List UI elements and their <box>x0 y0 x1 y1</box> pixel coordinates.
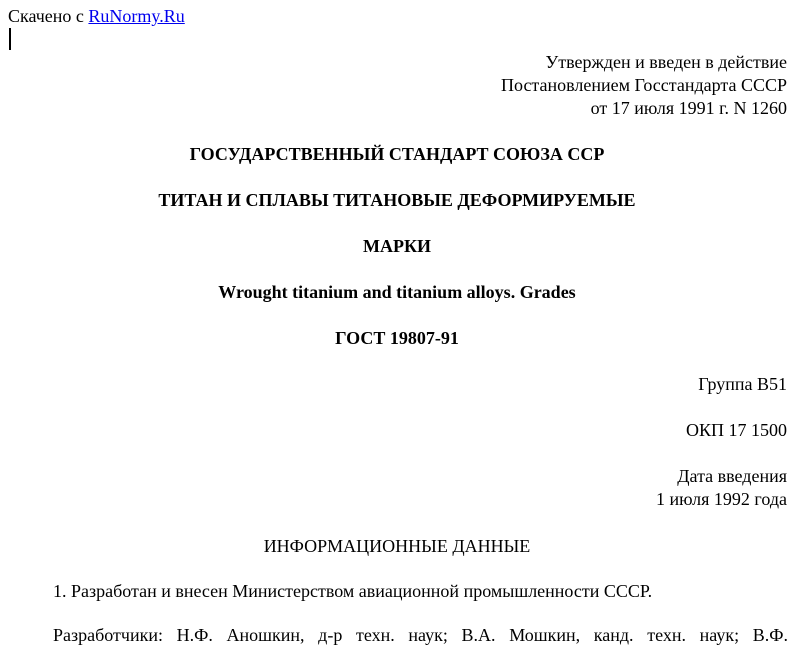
document-subtitle: МАРКИ <box>362 236 432 256</box>
source-line <box>8 5 185 27</box>
approval-line-2: Постановлением Госстандарта СССР <box>501 75 787 95</box>
english-title: Wrought titanium and titanium alloys. Grades <box>218 282 576 302</box>
okp-code: ОКП 17 1500 <box>685 420 787 440</box>
info-item-1: 1. Разработан и внесен Министерством авиационной промышленности СССР. <box>53 581 653 601</box>
group-code: Группа В51 <box>698 374 787 394</box>
source-prefix: Скачено с <box>8 6 89 26</box>
intro-date-label: Дата введения <box>677 466 787 486</box>
info-section-heading: ИНФОРМАЦИОННЫЕ ДАННЫЕ <box>263 536 531 556</box>
state-standard-heading: ГОСУДАРСТВЕННЫЙ СТАНДАРТ СОЮЗА ССР <box>189 144 605 164</box>
gost-number: ГОСТ 19807-91 <box>335 328 459 348</box>
approval-line-1: Утвержден и введен в действие <box>545 52 787 72</box>
developers-paragraph: Разработчики: Н.Ф. Аношкин, д-р техн. наук; В.А. Мошкин, канд. техн. наук; В.Ф. <box>53 625 788 645</box>
source-link[interactable]: RuNormy.Ru <box>88 6 185 26</box>
intro-date-value: 1 июля 1992 года <box>656 489 787 509</box>
approval-line-3: от 17 июля 1991 г. N 1260 <box>590 98 787 118</box>
text-cursor <box>9 28 11 50</box>
document-title: ТИТАН И СПЛАВЫ ТИТАНОВЫЕ ДЕФОРМИРУЕМЫЕ <box>158 190 636 210</box>
